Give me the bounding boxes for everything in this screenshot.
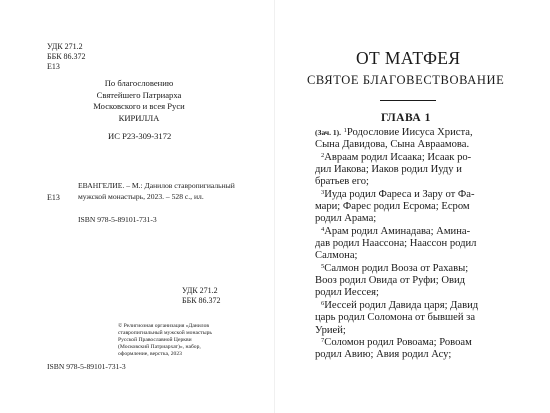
catalog-line: ЕВАНГЕЛИЕ. – М.: Данилов ставропигиальный: [78, 181, 235, 190]
verse-number: 1: [343, 127, 347, 134]
blessing-line: КИРИЛЛА: [118, 112, 160, 123]
catalog-author-mark: Е13: [47, 193, 60, 202]
text-line: мари; Фарес родил Есрома; Есром: [315, 201, 470, 213]
verse-number: 2: [321, 151, 325, 159]
line-text: Авраам родил Исаака; Исаак ро-: [324, 151, 472, 163]
gospel-title: ОТ МАТФЕЯ: [356, 48, 461, 68]
line-text: Родословие Иисуса Христа,: [346, 127, 473, 138]
copyright-line: ставропигиальный мужской монастырь: [118, 330, 212, 336]
line-text: Соломон родил Ровоама; Ровоам: [324, 336, 472, 348]
line-text: Арам родил Аминадава; Амина-: [324, 225, 471, 237]
udk-code: УДК 271.2: [47, 42, 83, 51]
text-line: дил Иакова; Иаков родил Иуду и: [315, 164, 462, 176]
text-line: родил Авию; Авия родил Асу;: [315, 349, 452, 361]
verse-number: 5: [321, 262, 325, 270]
bbk-code: ББК 86.372: [182, 296, 221, 305]
catalog-isbn: ISBN 978-5-89101-731-3: [78, 215, 157, 224]
copyright-line: © Религиозная организация «Данилов: [118, 323, 210, 329]
text-line: [315, 226, 545, 238]
verse-number: 7: [321, 336, 325, 344]
line-text: Иессей родил Давида царя; Давид: [324, 299, 479, 311]
bbk-code: ББК 86.372: [47, 52, 86, 61]
copyright-line: оформление, верстка, 2023: [118, 351, 182, 357]
blessing-line: Московского и всея Руси: [93, 101, 185, 112]
blessing-block: [48, 78, 230, 124]
gospel-subtitle: СВЯТОЕ БЛАГОВЕСТВОВАНИЕ: [307, 73, 505, 87]
verse-number: 3: [321, 188, 325, 196]
udk-block-top: [47, 42, 86, 72]
chapter-heading: ГЛАВА 1: [381, 112, 431, 124]
blessing-line: Святейшего Патриарха: [96, 89, 182, 100]
text-line: Сына Давидова, Сына Авраамова.: [315, 139, 470, 151]
line-text: Салмон родил Вооза от Рахавы;: [324, 262, 469, 274]
text-line: [315, 300, 545, 312]
text-line: дав родил Наассона; Наассон родил: [315, 238, 477, 250]
text-line: царь родил Соломона от бывшей за: [315, 312, 476, 324]
line-text: Иуда родил Фареса и Зару от Фа-: [324, 188, 475, 200]
text-line: Вооз родил Овида от Руфи; Овид: [315, 275, 466, 287]
copyright-line: Русской Православной Церкви: [118, 337, 192, 343]
text-line: родил Иессея;: [315, 287, 379, 299]
title-divider: [380, 100, 436, 101]
udk-block-bottom: [182, 286, 221, 306]
catalog-line: мужской монастырь, 2023. – 528 с., ил.: [78, 192, 204, 201]
publishing-council-number: ИС Р23-309-3172: [108, 131, 172, 141]
copyright-line: (Московский Патриархат)», набор,: [118, 344, 201, 350]
text-line: Урией;: [315, 324, 346, 336]
text-line: [315, 127, 545, 139]
udk-code: УДК 271.2: [182, 286, 218, 295]
copyright-notice: [118, 323, 212, 358]
author-mark: Е13: [47, 62, 60, 71]
text-line: братьев его;: [315, 176, 369, 188]
text-line: родил Арама;: [315, 213, 377, 225]
verse-number: 6: [321, 299, 325, 307]
isbn-bottom: ISBN 978-5-89101-731-3: [47, 362, 126, 371]
reading-number: (Зач. 1).: [315, 128, 342, 137]
blessing-line: По благословению: [104, 78, 174, 88]
text-line: [315, 337, 545, 349]
text-line: [315, 152, 545, 164]
book-gutter: [274, 0, 275, 413]
text-line: [315, 189, 545, 201]
text-line: [315, 263, 545, 275]
scripture-text: [315, 127, 545, 362]
verse-number: 4: [321, 225, 325, 233]
text-line: Салмона;: [315, 250, 358, 262]
